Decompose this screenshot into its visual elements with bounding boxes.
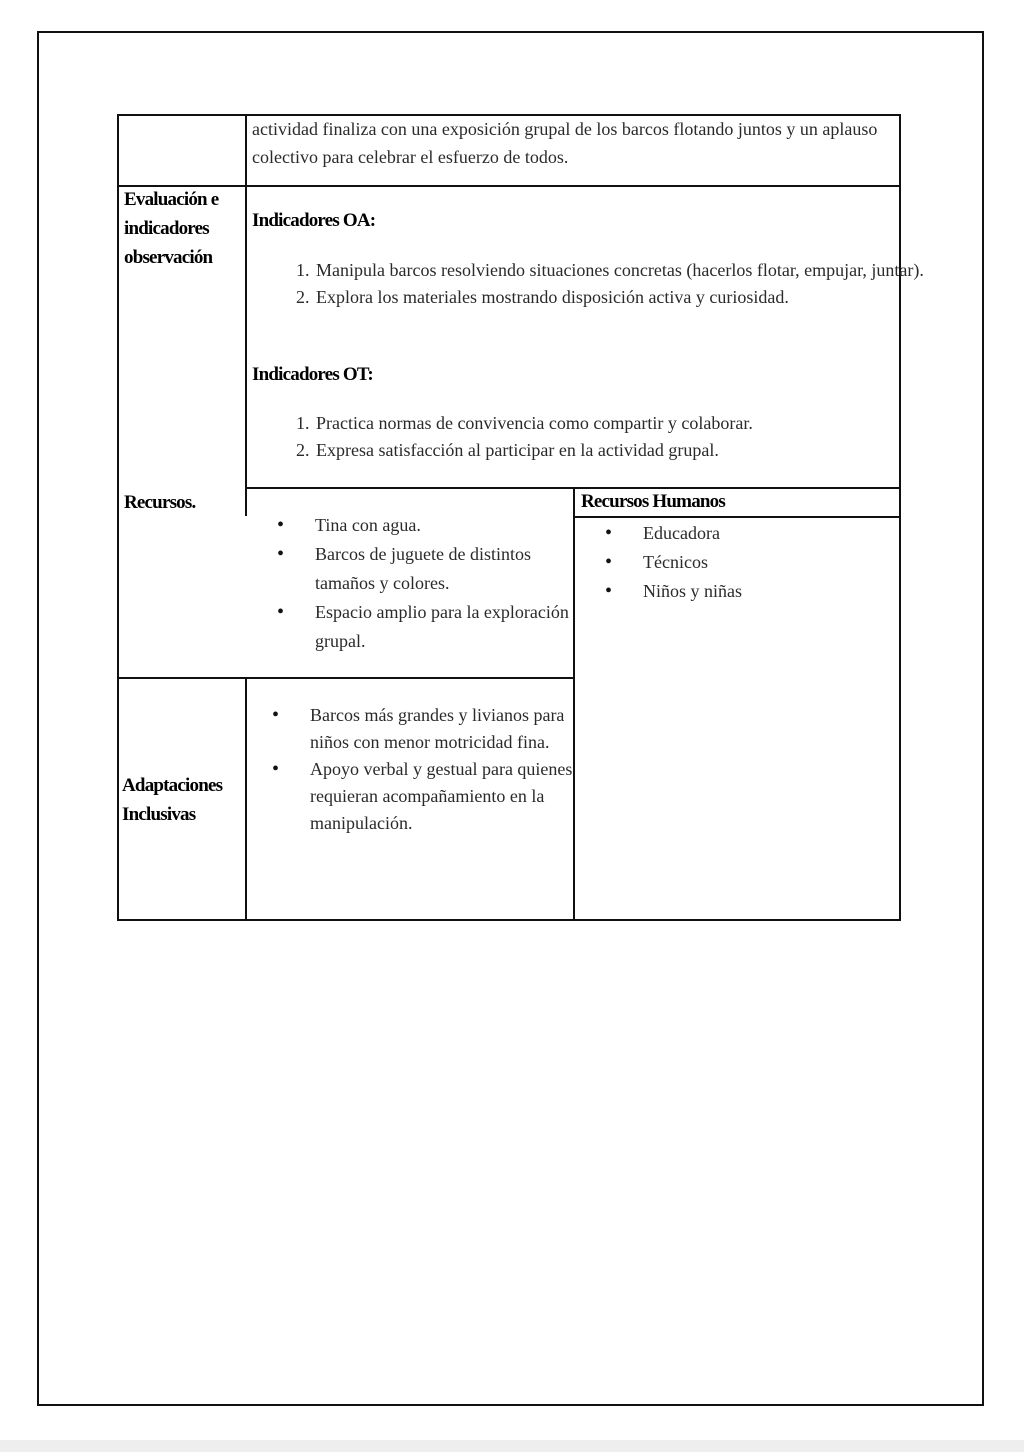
oa-indicators-heading: Indicadores OA: xyxy=(252,210,376,231)
list-item: 1. Practica normas de convivencia como compartir y colaborar. xyxy=(314,410,944,437)
oa-indicators-list xyxy=(252,257,944,311)
human-resources-list xyxy=(575,519,943,606)
list-item: 1. Manipula barcos resolviendo situaciones concretas (hacerlos flotar, empujar, juntar). xyxy=(314,257,944,284)
list-item: • Técnicos xyxy=(643,548,943,577)
human-resources-label: Recursos Humanos xyxy=(581,491,725,512)
row-divider-3 xyxy=(117,677,575,679)
label-column-rule-top xyxy=(245,114,247,516)
resources-label: Recursos. xyxy=(124,492,196,513)
ot-indicators-heading: Indicadores OT: xyxy=(252,364,373,385)
evaluation-label: Evaluación e indicadores observación xyxy=(124,189,219,268)
resources-list xyxy=(247,511,587,656)
human-resources-header-rule xyxy=(574,516,901,518)
adaptations-list xyxy=(242,702,582,837)
adaptations-label: Adaptaciones Inclusivas xyxy=(122,775,223,825)
list-item: • Barcos de juguete de distintos tamaños y colores. xyxy=(315,540,587,598)
list-item: 2. Explora los materiales mostrando disposición activa y curiosidad. xyxy=(314,284,944,311)
list-item: • Espacio amplio para la exploración grupal. xyxy=(315,598,587,656)
ot-indicators-list xyxy=(252,410,944,464)
list-item: • Apoyo verbal y gestual para quienes requieran acompañamiento en la manipulación. xyxy=(310,756,582,837)
table-border-left xyxy=(117,114,119,921)
page-bottom-strip xyxy=(0,1440,1024,1452)
list-item: • Tina con agua. xyxy=(315,511,587,540)
list-item: • Educadora xyxy=(643,519,943,548)
table-border-bottom xyxy=(117,919,901,921)
list-item: • Niños y niñas xyxy=(643,577,943,606)
list-item: 2. Expresa satisfacción al participar en la actividad grupal. xyxy=(314,437,944,464)
activity-closing-text: actividad finaliza con una exposición grupal de los barcos flotando juntos y un aplauso colectivo para celebrar el esfuerzo de todos. xyxy=(252,119,878,167)
table-border-right xyxy=(899,114,901,921)
list-item: • Barcos más grandes y livianos para niños con menor motricidad fina. xyxy=(310,702,582,756)
